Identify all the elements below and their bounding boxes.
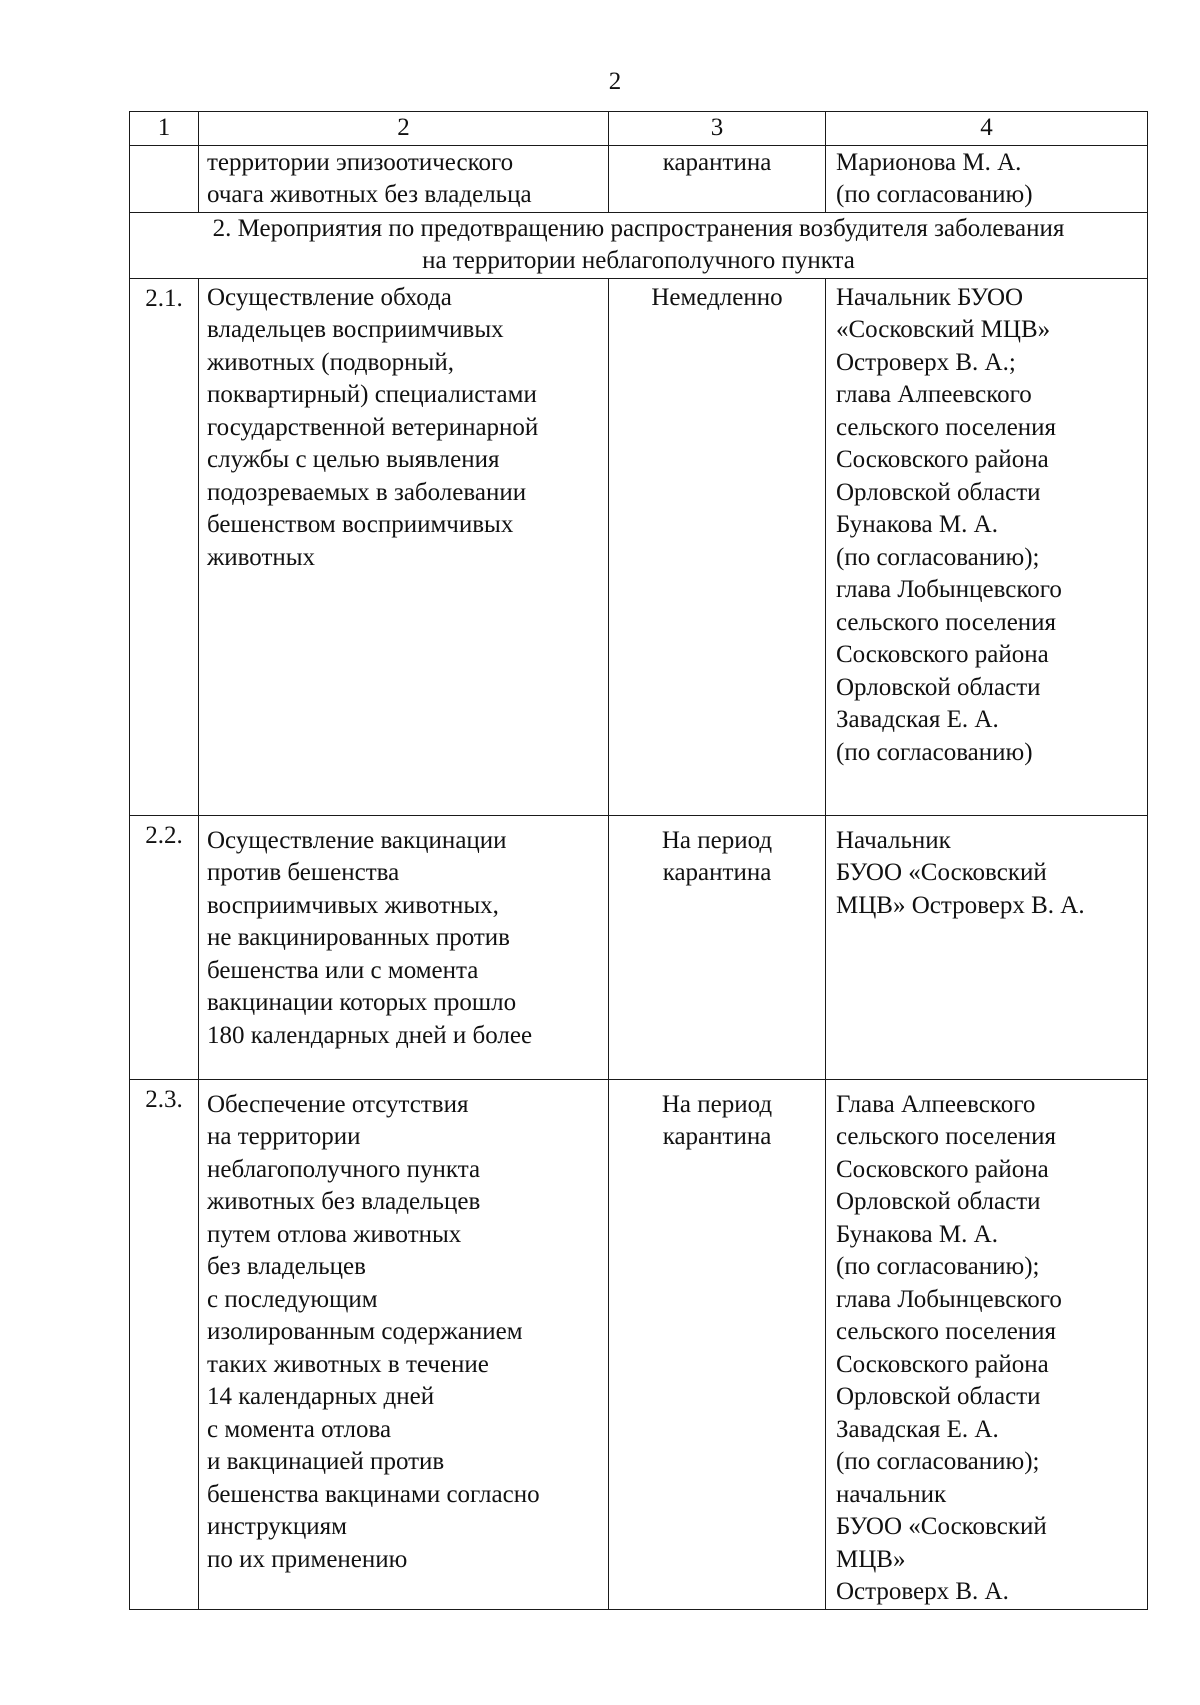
measure-line: поквартирный) специалистами <box>207 381 537 408</box>
responsible-cell <box>826 278 1148 815</box>
responsible-line: (по согласованию) <box>836 181 1033 208</box>
responsible-line: Островерх В. А.; <box>836 348 1016 376</box>
measures-table <box>129 111 1148 1610</box>
responsible-cell <box>826 145 1148 212</box>
responsible-line: (по согласованию) <box>836 738 1033 766</box>
responsible-line: Завадская Е. А. <box>836 706 999 733</box>
responsible-line: Бунакова М. А. <box>836 511 998 538</box>
responsible-line: начальник <box>836 1480 947 1508</box>
measure-line: животных <box>207 543 316 571</box>
table-row-continuation <box>130 145 1148 212</box>
measure-line: по их применению <box>207 1545 408 1573</box>
responsible-cell <box>826 815 1148 1079</box>
column-header-1: 1 <box>130 112 199 146</box>
term-cell <box>609 145 826 212</box>
responsible-line: БУОО «Сосковский <box>836 859 1047 886</box>
responsible-line: Орловской области <box>836 1383 1041 1410</box>
measure-line: бешенства вакцинами согласно <box>207 1480 540 1508</box>
measure-line: животных (подворный, <box>207 348 454 376</box>
section-heading <box>130 212 1148 278</box>
row-number: 2.2. <box>130 815 199 1079</box>
section-heading-line-1: 2. Мероприятия по предотвращению распространения возбудителя заболевания <box>212 214 1065 242</box>
row-number <box>130 145 199 212</box>
measure-line: с момента отлова <box>207 1415 392 1443</box>
measure-line: таких животных в течение <box>207 1350 489 1378</box>
measure-line: не вакцинированных против <box>207 924 510 951</box>
responsible-line: Начальник <box>836 826 951 854</box>
responsible-line: Завадская Е. А. <box>836 1415 999 1443</box>
column-header-4: 4 <box>826 112 1148 146</box>
measure-line: владельцев восприимчивых <box>207 316 504 343</box>
page-number: 2 <box>608 68 622 95</box>
responsible-line: «Сосковский МЦВ» <box>836 316 1051 343</box>
table-row-2-2 <box>130 815 1148 1079</box>
responsible-line: Сосковского района <box>836 1350 1049 1378</box>
responsible-line: Островерх В. А. <box>836 1578 1009 1605</box>
measure-line: очага животных без владельца <box>207 181 532 208</box>
term-line: карантина <box>662 148 772 176</box>
measure-line: службы с целью выявления <box>207 446 500 473</box>
measure-cell <box>199 815 609 1079</box>
measure-line: бешенства или с момента <box>207 956 479 984</box>
measure-line: вакцинации которых прошло <box>207 989 517 1016</box>
responsible-line: Глава Алпеевского <box>836 1090 1036 1118</box>
responsible-line: БУОО «Сосковский <box>836 1513 1047 1540</box>
term-line: карантина <box>662 1123 772 1150</box>
table-row-2-3 <box>130 1079 1148 1609</box>
measure-line: территории эпизоотического <box>207 148 514 176</box>
responsible-line: глава Лобынцевского <box>836 1285 1062 1313</box>
responsible-line: Сосковского района <box>836 446 1049 473</box>
responsible-line: Сосковского района <box>836 1155 1049 1183</box>
responsible-line: МЦВ» Островерх В. А. <box>836 891 1085 919</box>
responsible-line: Орловской области <box>836 478 1041 506</box>
term-line: карантина <box>662 859 772 886</box>
responsible-line: (по согласованию); <box>836 1448 1040 1475</box>
measure-line: неблагополучного пункта <box>207 1155 481 1183</box>
measure-cell <box>199 278 609 815</box>
measure-line: на территории <box>207 1123 361 1150</box>
responsible-line: (по согласованию); <box>836 1253 1040 1280</box>
measure-line: Осуществление вакцинации <box>207 826 507 854</box>
term-cell <box>609 278 826 815</box>
measure-line: инструкциям <box>207 1513 347 1540</box>
measure-line: изолированным содержанием <box>207 1318 523 1345</box>
responsible-line: глава Лобынцевского <box>836 576 1062 603</box>
term-line: На период <box>661 826 773 854</box>
responsible-line: Орловской области <box>836 673 1041 701</box>
responsible-line: Сосковского района <box>836 641 1049 668</box>
responsible-line: (по согласованию); <box>836 543 1040 571</box>
measure-line: подозреваемых в заболевании <box>207 478 527 506</box>
table-row-2-1 <box>130 278 1148 815</box>
measure-line: путем отлова животных <box>207 1220 462 1248</box>
section-heading-row <box>130 212 1148 278</box>
table-header-row <box>130 112 1148 146</box>
measure-line: бешенством восприимчивых <box>207 511 514 538</box>
measure-line: животных без владельцев <box>207 1188 481 1215</box>
measure-line: без владельцев <box>207 1253 366 1280</box>
responsible-line: МЦВ» <box>836 1545 906 1573</box>
measure-line: 180 календарных дней и более <box>207 1021 533 1049</box>
responsible-line: сельского поселения <box>836 1318 1057 1345</box>
measure-line: Осуществление обхода <box>207 283 452 311</box>
responsible-cell <box>826 1079 1148 1609</box>
measure-line: 14 календарных дней <box>207 1383 435 1410</box>
measure-line: государственной ветеринарной <box>207 413 539 441</box>
term-line: Немедленно <box>651 283 783 311</box>
row-number: 2.3. <box>130 1079 199 1609</box>
responsible-line: Начальник БУОО <box>836 283 1024 311</box>
responsible-line: Бунакова М. А. <box>836 1220 998 1248</box>
column-header-2: 2 <box>199 112 609 146</box>
row-number: 2.1. <box>130 278 199 815</box>
measure-line: и вакцинацией против <box>207 1448 445 1475</box>
measure-line: восприимчивых животных, <box>207 891 499 919</box>
measure-cell <box>199 145 609 212</box>
measure-cell <box>199 1079 609 1609</box>
responsible-line: сельского поселения <box>836 413 1057 441</box>
measure-line: Обеспечение отсутствия <box>207 1090 469 1118</box>
responsible-line: сельского поселения <box>836 1123 1057 1150</box>
term-cell <box>609 815 826 1079</box>
responsible-line: сельского поселения <box>836 608 1057 636</box>
section-heading-line-2: на территории неблагополучного пункта <box>422 247 855 274</box>
column-header-3: 3 <box>609 112 826 146</box>
term-cell <box>609 1079 826 1609</box>
responsible-line: Орловской области <box>836 1188 1041 1215</box>
responsible-line: Марионова М. А. <box>836 148 1022 176</box>
measure-line: против бешенства <box>207 859 400 886</box>
term-line: На период <box>661 1090 773 1118</box>
measure-line: с последующим <box>207 1285 378 1313</box>
responsible-line: глава Алпеевского <box>836 381 1032 408</box>
